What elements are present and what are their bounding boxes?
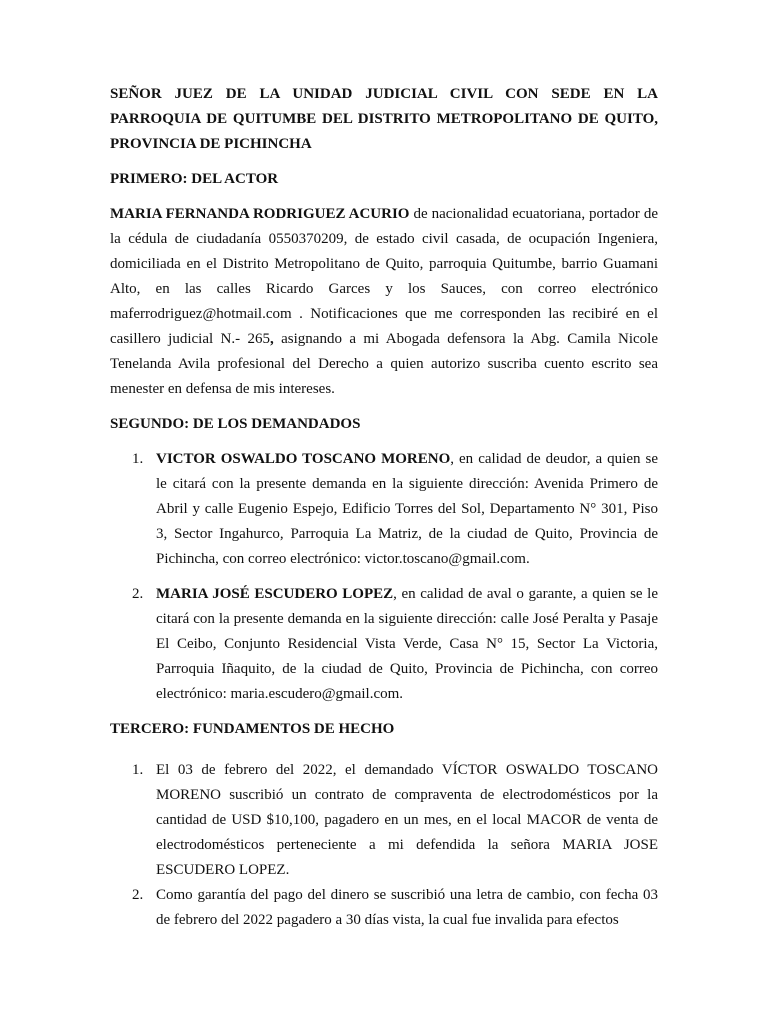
actor-lawyer-text: asignando a mi Abogada defensora la Abg. Camila Nicole Tenelanda Avila profesional del Derecho a quien autorizo suscriba cuento escrito sea menester en defensa de mis intereses. xyxy=(110,331,658,397)
defendant-name: VICTOR OSWALDO TOSCANO MORENO xyxy=(156,451,451,467)
fact-text: Como garantía del pago del dinero se suscribió una letra de cambio, con fecha 03 de febrero del 2022 pagadero a 30 días vista, la cual fue invalida para efectos xyxy=(156,887,658,928)
defendants-list xyxy=(110,447,658,707)
list-number: 1. xyxy=(132,762,144,778)
actor-name: MARIA FERNANDA RODRIGUEZ ACURIO xyxy=(110,206,410,222)
section-heading-actor: PRIMERO: DEL ACTOR xyxy=(110,171,279,187)
section-heading-facts: TERCERO: FUNDAMENTOS DE HECHO xyxy=(110,721,395,737)
defendant-details: , en calidad de deudor, a quien se le citará con la presente demanda en la siguiente dirección: Avenida Primero de Abril y calle Eugenio Espejo, Edificio Torres del Sol, Departamento N° 301, Piso 3, Sector Ingahurco, Parroquia La Matriz, de la ciudad de Quito, Provincia de Pichincha, con correo electrónico: victor.toscano@gmail.com. xyxy=(156,451,658,567)
actor-details-text: de nacionalidad ecuatoriana, portador de la cédula de ciudadanía 0550370209, de estado civil casada, de ocupación Ingeniera, domiciliada en el Distrito Metropolitano de Quito, parroquia Quitumbe, barrio Guamani Alto, en las calles Ricardo Garces y los Sauces, con correo electrónico maferrodriguez@hotmail.com . Notificaciones que me corresponden las recibiré en el casillero judicial N.- 265 xyxy=(110,206,658,347)
actor-paragraph xyxy=(110,202,658,402)
actor-comma: , xyxy=(270,331,274,347)
list-item xyxy=(110,447,658,572)
defendant-name: MARIA JOSÉ ESCUDERO LOPEZ xyxy=(156,586,394,602)
facts-list xyxy=(110,758,658,933)
defendant-details: , en calidad de aval o garante, a quien se le citará con la presente demanda en la siguiente dirección: calle José Peralta y Pasaje El Ceibo, Conjunto Residencial Vista Verde, Casa N° 15, Sector La Victoria, Parroquia Iñaquito, de la ciudad de Quito, Provincia de Pichincha, con correo electrónico: maria.escudero@gmail.com. xyxy=(156,586,658,702)
list-item xyxy=(110,582,658,707)
court-addressee-title: SEÑOR JUEZ DE LA UNIDAD JUDICIAL CIVIL CON SEDE EN LA PARROQUIA DE QUITUMBE DEL DISTRITO METROPOLITANO DE QUITO, PROVINCIA DE PICHINCHA xyxy=(110,86,658,152)
list-item xyxy=(110,883,658,933)
list-number: 1. xyxy=(132,451,144,467)
section-heading-defendants: SEGUNDO: DE LOS DEMANDADOS xyxy=(110,416,361,432)
list-item xyxy=(110,758,658,883)
list-number: 2. xyxy=(132,586,144,602)
fact-text: El 03 de febrero del 2022, el demandado VÍCTOR OSWALDO TOSCANO MORENO suscribió un contrato de compraventa de electrodomésticos por la cantidad de USD $10,100, pagadero en un mes, en el local MACOR de venta de electrodomésticos perteneciente a mi defendida la señora MARIA JOSE ESCUDERO LOPEZ. xyxy=(156,762,658,878)
list-number: 2. xyxy=(132,887,144,903)
